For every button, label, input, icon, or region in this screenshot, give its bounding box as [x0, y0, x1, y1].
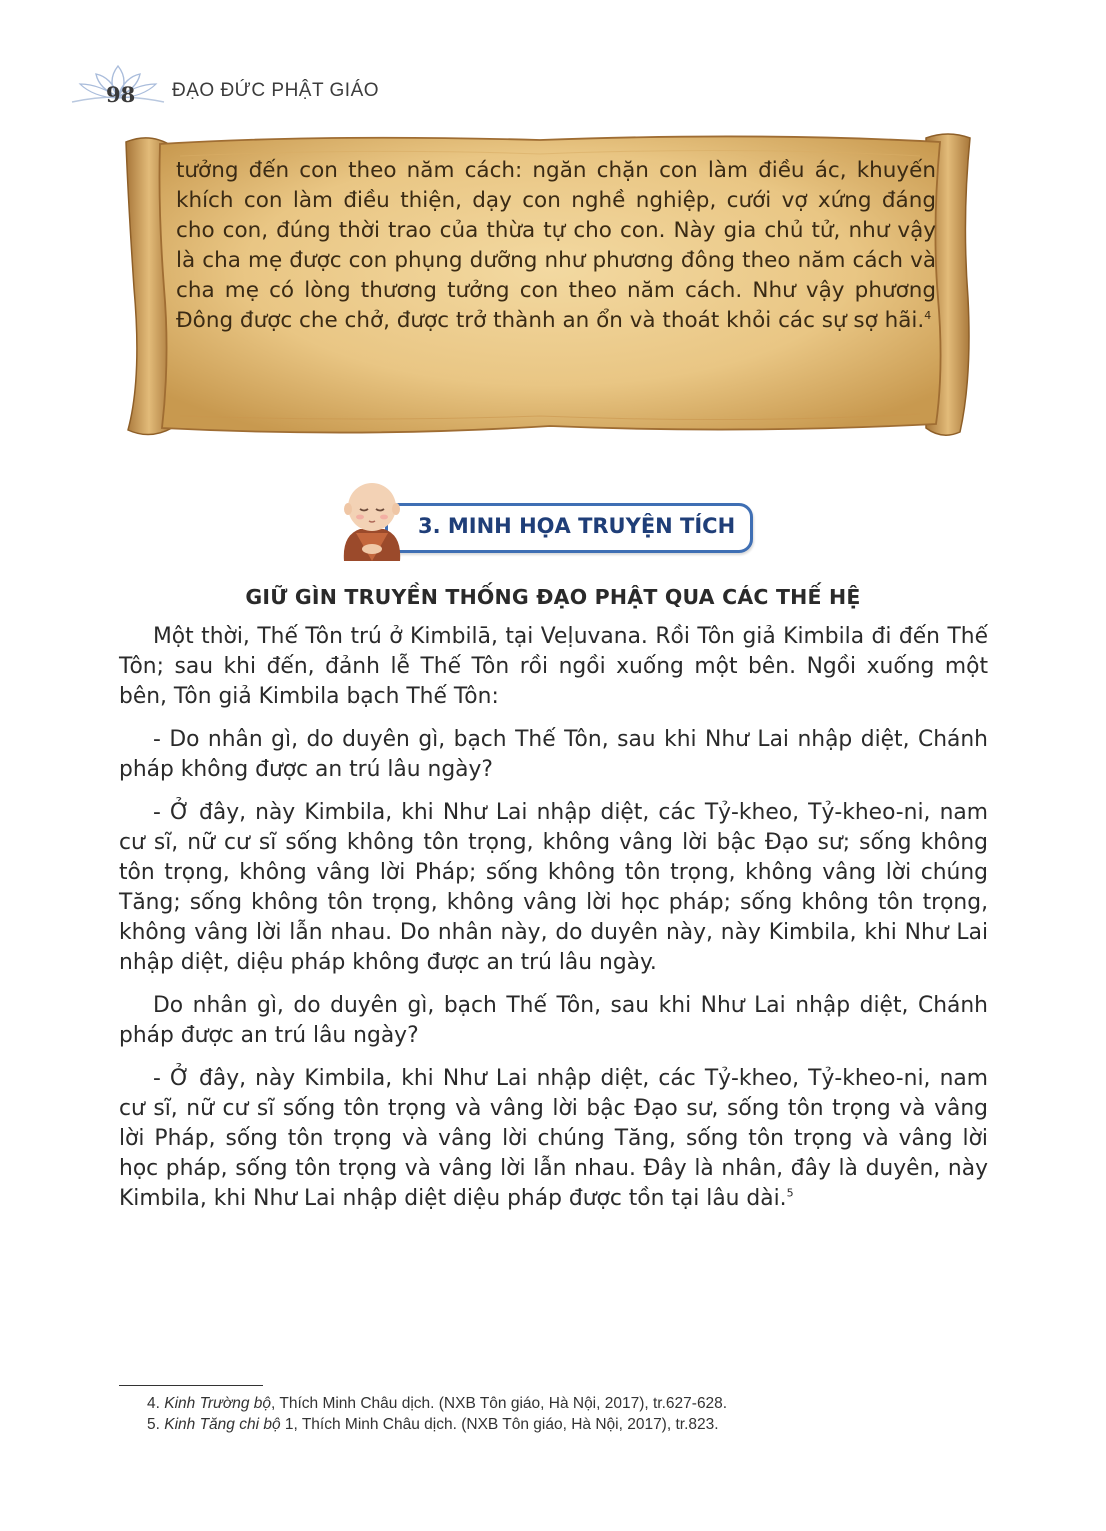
- footnote-ref-4[interactable]: 4: [924, 308, 932, 322]
- story-paragraph: - Do nhân gì, do duyên gì, bạch Thế Tôn, sau khi Như Lai nhập diệt, Chánh pháp không được an trú lâu ngày?: [119, 727, 988, 782]
- footnote-5: [147, 1414, 967, 1435]
- story-paragraph-text: - Ở đây, này Kimbila, khi Như Lai nhập diệt, các Tỷ-kheo, Tỷ-kheo-ni, nam cư sĩ, nữ cư sĩ sống tôn trọng và vâng lời bậc Đạo sư, sống tôn trọng và vâng lời Pháp, sống tôn trọng và vâng lời chúng Tăng, sống tôn trọng và vâng lời học pháp, sống tôn trọng và vâng lời lẫn nhau. Đây là nhân, đây là duyên, này Kimbila, khi Như Lai nhập diệt diệu pháp được tồn tại lâu dài.: [119, 1066, 988, 1211]
- footnote-4: [147, 1393, 967, 1414]
- footnote-number: 5.: [147, 1416, 160, 1433]
- story-title: GIỮ GÌN TRUYỀN THỐNG ĐẠO PHẬT QUA CÁC THẾ HỆ: [245, 585, 861, 609]
- footnote-citation: 1, Thích Minh Châu dịch. (NXB Tôn giáo, Hà Nội, 2017), tr.823.: [280, 1416, 719, 1433]
- section-title: 3. MINH HỌA TRUYỆN TÍCH: [418, 514, 736, 538]
- monk-icon: [330, 475, 414, 565]
- story-paragraph: Một thời, Thế Tôn trú ở Kimbilā, tại Veḷuvana. Rồi Tôn giả Kimbila đi đến Thế Tôn; sau khi đến, đảnh lễ Thế Tôn rồi ngồi xuống một bên. Ngồi xuống một bên, Tôn giả Kimbila bạch Thế Tôn:: [119, 624, 988, 709]
- scroll-text: [176, 156, 936, 336]
- book-title: ĐẠO ĐỨC PHẬT GIÁO: [172, 80, 380, 101]
- scroll-paragraph: tưởng đến con theo năm cách: ngăn chặn con làm điều ác, khuyến khích con làm điều thiện, dạy con nghề nghiệp, cưới vợ xứng đáng cho con, đúng thời trao của thừa tự cho con. Này gia chủ tử, như vậy là cha mẹ được con phụng dưỡng như phương đông theo năm cách và cha mẹ có lòng thương tưởng con theo năm cách. Như vậy phương Đông được che chở, được trở thành an ổn và thoát khỏi các sự sợ hãi.: [176, 158, 936, 333]
- footnote-ref-5[interactable]: 5: [786, 1186, 794, 1200]
- parchment-scroll: [120, 128, 978, 446]
- story-paragraph: Do nhân gì, do duyên gì, bạch Thế Tôn, sau khi Như Lai nhập diệt, Chánh pháp được an trú lâu ngày?: [119, 993, 988, 1048]
- page-number: 98: [106, 82, 136, 107]
- section-banner: [385, 503, 753, 553]
- footnotes: [147, 1393, 967, 1435]
- footnote-divider: [119, 1385, 263, 1386]
- footnote-citation: , Thích Minh Châu dịch. (NXB Tôn giáo, Hà Nội, 2017), tr.627-628.: [271, 1395, 728, 1412]
- story-paragraph: - Ở đây, này Kimbila, khi Như Lai nhập diệt, các Tỷ-kheo, Tỷ-kheo-ni, nam cư sĩ, nữ cư sĩ sống không tôn trọng, không vâng lời bậc Đạo sư; sống không tôn trọng, không vâng lời Pháp; sống không tôn trọng, không vâng lời chúng Tăng; sống không tôn trọng, không vâng lời học pháp; sống không tôn trọng, không vâng lời lẫn nhau. Do nhân này, do duyên này, này Kimbila, khi Như Lai nhập diệt, diệu pháp không được an trú lâu ngày.: [119, 800, 988, 975]
- section-header: [330, 475, 770, 565]
- story-paragraph-last: [119, 1064, 988, 1214]
- footnote-title: Kinh Tăng chi bộ: [164, 1416, 281, 1433]
- footnote-number: 4.: [147, 1395, 160, 1412]
- footnote-title: Kinh Trường bộ: [164, 1395, 272, 1412]
- story-body: [119, 622, 988, 1227]
- page-header: [70, 62, 400, 112]
